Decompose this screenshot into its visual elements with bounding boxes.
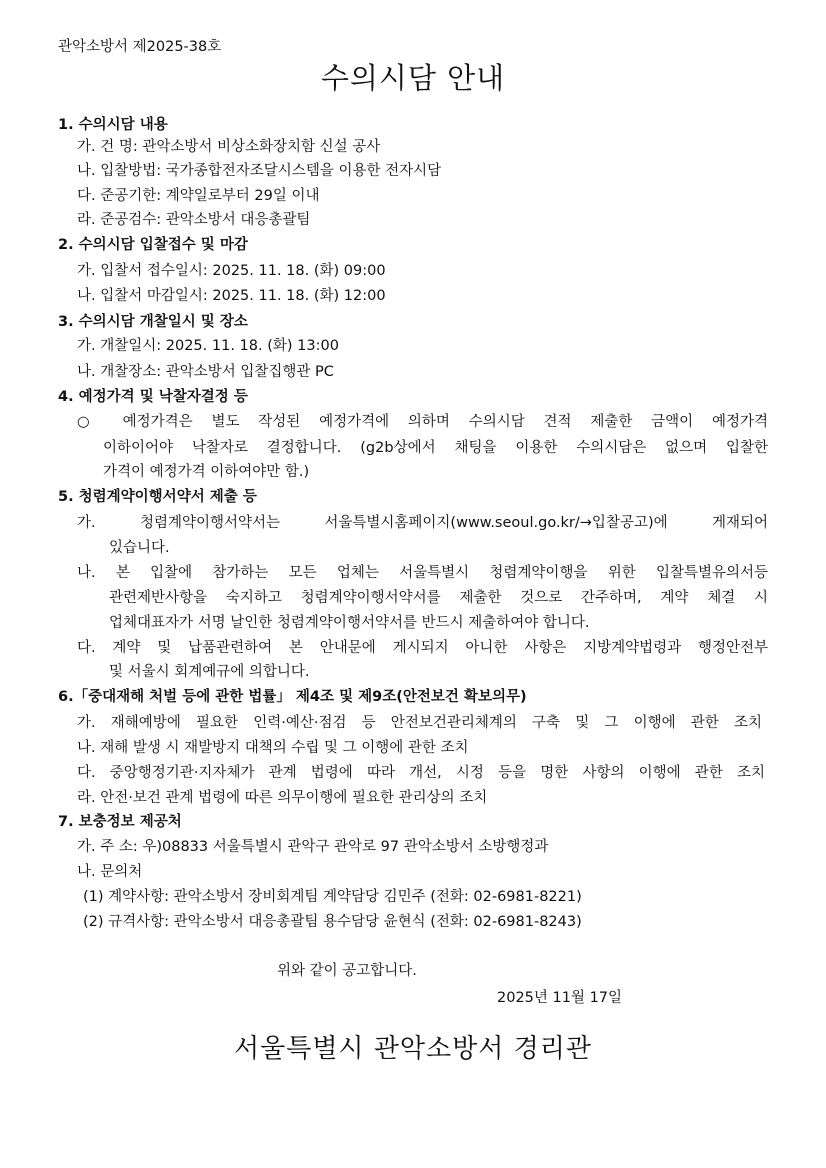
section-5-line: 및 서울시 회계예규에 의합니다. — [109, 664, 310, 680]
notice-statement: 위와 같이 공고합니다. — [277, 963, 417, 979]
section-2-item: 나. 입찰서 마감일시: 2025. 11. 18. (화) 12:00 — [77, 288, 386, 304]
section-2-item: 가. 입찰서 접수일시: 2025. 11. 18. (화) 09:00 — [77, 263, 386, 279]
section-5-heading: 5. 청렴계약이행서약서 제출 등 — [58, 489, 257, 505]
section-5-line: 나. 본 입찰에 참가하는 모든 업체는 서울특별시 청렴계약이행을 위한 입찰특별유의서등 — [77, 565, 768, 581]
section-3-item: 가. 개찰일시: 2025. 11. 18. (화) 13:00 — [77, 338, 339, 354]
section-6-item: 가. 재해예방에 필요한 인력·예산·점검 등 안전보건관리체계의 구축 및 그 이행에 관한 조치 — [77, 715, 762, 731]
notice-date: 2025년 11월 17일 — [497, 990, 623, 1006]
issuer-name: 서울특별시 관악소방서 경리관 — [233, 1034, 593, 1064]
section-1-item: 나. 입찰방법: 국가종합전자조달시스템을 이용한 전자시담 — [77, 163, 442, 179]
section-1-item: 다. 준공기한: 계약일로부터 29일 이내 — [77, 188, 320, 204]
section-6-item: 라. 안전·보건 관계 법령에 따른 의무이행에 필요한 관리상의 조치 — [77, 790, 488, 806]
section-4-line: 이하이어야 낙찰자로 결정합니다. (g2b상에서 채팅을 이용한 수의시담은 없으며 입찰한 — [103, 440, 768, 456]
section-7-heading: 7. 보충정보 제공처 — [58, 814, 182, 830]
section-5-line: 가. 청렴계약이행서약서는 서울특별시홈페이지(www.seoul.go.kr/→입찰공고)에 게재되어 — [77, 515, 768, 531]
section-3-item: 나. 개찰장소: 관악소방서 입찰집행관 PC — [77, 364, 334, 380]
section-7-item: 나. 문의처 — [77, 864, 143, 880]
page-title: 수의시담 안내 — [320, 61, 506, 95]
section-6-item: 다. 중앙행정기관·지자체가 관계 법령에 따라 개선, 시정 등을 명한 사항의 이행에 관한 조치 — [77, 765, 765, 781]
section-6-item: 나. 재해 발생 시 재발방지 대책의 수립 및 그 이행에 관한 조치 — [77, 740, 469, 756]
section-5-line: 관련제반사항을 숙지하고 청렴계약이행서약서를 제출한 것으로 간주하며, 계약 체결 시 — [109, 590, 768, 606]
section-4-heading: 4. 예정가격 및 낙찰자결정 등 — [58, 389, 248, 405]
section-5-line: 업체대표자가 서명 날인한 청렴계약이행서약서를 반드시 제출하여야 합니다. — [109, 615, 590, 631]
section-5-line: 다. 계약 및 납품관련하여 본 안내문에 게시되지 아니한 사항은 지방계약법령과 행정안전부 — [77, 640, 768, 656]
section-1-item: 가. 건 명: 관악소방서 비상소화장치함 신설 공사 — [77, 139, 381, 155]
section-4-line: 가격이 예정가격 이하여야만 함.) — [103, 464, 310, 480]
contact-line: (1) 계약사항: 관악소방서 장비회계팀 계약담당 김민주 (전화: 02-6981-8221) — [83, 889, 582, 905]
section-7-item: 가. 주 소: 우)08833 서울특별시 관악구 관악로 97 관악소방서 소방행정과 — [77, 839, 549, 855]
section-6-heading: 6.「중대재해 처벌 등에 관한 법률」 제4조 및 제9조(안전보건 확보의무) — [58, 689, 527, 705]
section-1-heading: 1. 수의시담 내용 — [58, 117, 168, 133]
section-1-item: 라. 준공검수: 관악소방서 대응총괄팀 — [77, 212, 311, 228]
contact-line: (2) 규격사항: 관악소방서 대응총괄팀 용수담당 윤현식 (전화: 02-6981-8243) — [83, 914, 582, 930]
section-5-line: 있습니다. — [109, 540, 170, 556]
section-4-line: ○ 예정가격은 별도 작성된 예정가격에 의하며 수의시담 견적 제출한 금액이 예정가격 — [77, 414, 768, 430]
section-2-heading: 2. 수의시담 입찰접수 및 마감 — [58, 237, 248, 253]
section-3-heading: 3. 수의시담 개찰일시 및 장소 — [58, 314, 248, 330]
document-number: 관악소방서 제2025-38호 — [58, 39, 222, 55]
